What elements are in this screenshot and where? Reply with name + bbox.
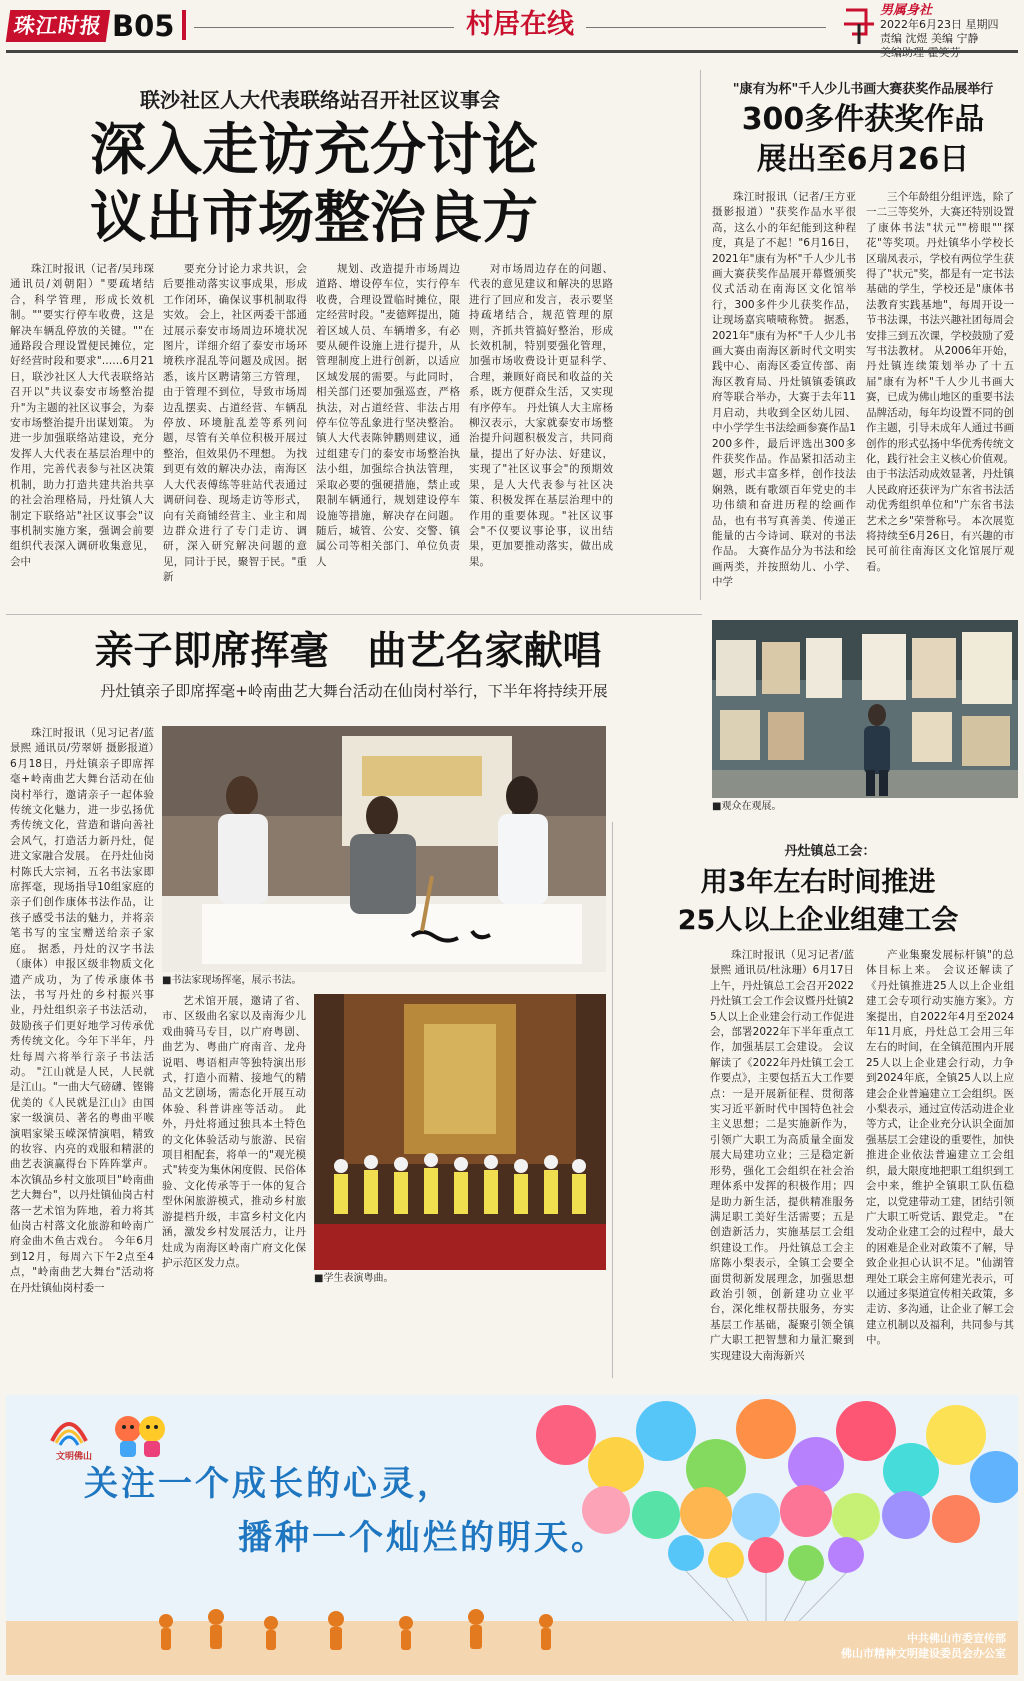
section-title: 村居在线 <box>466 9 574 40</box>
article4-headline-1: 用3年左右时间推进 <box>700 867 936 898</box>
performance-photo <box>314 994 606 1270</box>
article2-column-1: 珠江时报讯（记者/王方亚 摄影报道）"获奖作品水平很高，这么小的年纪能到这种程度，真是了不起！"6月16日，2021年"康有为杯"千人少儿书画大赛获奖作品展开幕暨颁奖仪式活动在南海区文化馆举行，300多件少儿获奖作品，让现场嘉宾啧啧称赞。 据悉，2021年"康有为杯"千人少儿书画大赛由南海区新时代文明实践中心、南海区委宣传部、南海区教育局、丹灶镇镇委镇政府等联合举办，大赛于去年11月启动，共收到全区幼儿园、中小学学生书法绘画参赛作品1200多件，最后评选出300多件获奖作品。作品紧扣活动主题，形式丰富多样，创作技法娴熟，既有歌颂百年党史的丰功伟绩和奋进历程的绘画作品，也有书写真善美、传递正能量的古今诗词、联对的书法作品。 大赛作品分为书法和绘画两类，并按照幼儿、小学、中学 <box>712 191 856 589</box>
article2-headline-1: 300多件获奖作品 <box>741 102 985 137</box>
calligraphy-photo <box>162 726 606 972</box>
column-divider <box>700 70 701 600</box>
editor-credits: 责编 沈煜 美编 宁静 <box>880 32 979 45</box>
performance-photo-caption: ■学生表演粤曲。 <box>314 1273 394 1284</box>
article4-divider <box>612 822 613 1378</box>
article1-headline-1: 深入走访充分讨论 <box>90 117 538 183</box>
article4-column-1: 珠江时报讯（见习记者/蓝景熙 通讯员/杜泳珊）6月17日上午，丹灶镇总工会召开2022丹灶镇工会工作会议暨丹灶镇25人以上企业建会行动工作促进会，部署2022年下半年重点工作，加强基层工会建设。 会议解读了《2022年丹灶镇工会工作要点》，主要包括五大工作要点：一是开展新征程、贯彻落实习近平新时代中国特色社会主义思想；二是实施新作为，引领广大职工为高质量全面发展大局建功立业；三是稳定新形势，强化工会组织在社会治理体系中发挥的积极作用；四是助力新生活，提供精准服务满足职工美好生活需要；五是创造新活力，实施基层工会组织建设工作。 丹灶镇总工会主席陈小梨表示，全镇工会要全面贯彻新发展理念，加强思想政治引领，创新建功立业平台，深化维权帮扶服务，夯实基层工作基础，凝聚引领全镇广大职工把智慧和力量汇聚到实现建设大南海新兴 <box>710 949 854 1362</box>
masthead-rule-left <box>194 27 454 28</box>
issue-date: 2022年6月23日 星期四 <box>880 18 999 31</box>
article1-kicker: 联沙社区人大代表联络站召开社区议事会 <box>140 88 500 112</box>
calligraphy-photo-caption: ■书法家现场挥毫，展示书法。 <box>162 975 302 986</box>
masthead-bottom-rule <box>6 50 1018 53</box>
page-number: B05 <box>112 9 175 43</box>
civilization-logo-text: 文明佛山 <box>55 1452 92 1462</box>
article1-column-1: 珠江时报讯（记者/吴玮琛 通讯员/刘朝阳）"要疏堵结合，科学管理，形成长效机制。""要实行停车收费，这是解决车辆乱停放的关键。""在通路段合理设置便民摊位，定好经营时段和要求"……6月21日，联沙社区人大代表联络站召开以"共议泰安市场整治提升"为主题的社区议事会，为泰安市场整治提升出谋划策。 为进一步加强联络站建设，充分发挥人大代表在基层治理中的作用，完善代表参与社区决策机制，助力打造共建共治共享的社会治理格局，丹灶镇人大制定下联络站"社区议事会"议事机制实施方案，强调会前要组织代表深入调研收集意见，会中 <box>10 263 154 568</box>
mascot-icon <box>110 1409 170 1461</box>
exhibition-photo-caption: ■观众在观展。 <box>712 801 782 812</box>
article2-column-2: 三个年龄组分组评选，除了一二三等奖外，大赛还特别设置了康体书法"状元""榜眼""探花"等奖项。丹灶镇华小学校长区瑞凤表示，学校有两位学生获得了"状元"奖，都是有一定书法基础的学生，学校还是"康体书法教育实践基地"，每周开设一节书法课，书法兴趣社团每周会安排三到五次课，学校鼓励了爱写书法教材。 从2006年开始，丹灶镇连续策划举办了十五届"康有为杯"千人少儿书画大赛，已成为佛山地区的重要书法品牌活动，每年均设置不同的创作主题，引导未成年人通过书画创作的形式弘扬中华优秀传统文化，践行社会主义核心价值观。由于书法活动成效显著，丹灶镇人民政府还获评为广东省书法活动优秀组织单位和"广东省书法艺术之乡"荣誉称号。 本次展览将持续至6月26日，有兴趣的市民可前往南海区文化馆展厅观看。 <box>866 191 1014 573</box>
article4-kicker: 丹灶镇总工会： <box>784 844 876 859</box>
article3-column-mid: 艺术馆开展，邀请了省、市、区级曲名家以及南海少儿戏曲骑马专目，以广府粤剧、曲艺为、粤曲广府南音、龙舟说唱、粤语相声等独特演出形式，打造小而精、接地气的精品文艺剧场，需态化开展互动体验、科普讲座等活动。 此外，丹灶将通过独具本土特色的文化体验活动与旅游、民宿项目相配套，将单一的"观光模式"转变为集休闲度假、民俗体验、文化传承等于一体的复合型休闲旅游模式，推动乡村旅游提档升级，丰富乡村文化内涵，激发乡村发展活力，让丹灶成为南海区岭南广府文化保护示范区发力点。 <box>162 995 306 1269</box>
article1-headline-2: 议出市场整治良方 <box>90 185 538 251</box>
exhibition-photo <box>712 620 1018 798</box>
article2-kicker: "康有为杯"千人少儿书画大赛获奖作品展举行 <box>732 82 994 97</box>
article3-subheadline: 丹灶镇亲子即席挥毫+岭南曲艺大舞台活动在仙岗村举行，下半年将持续开展 <box>100 682 608 700</box>
masthead-rule-right <box>586 27 826 28</box>
producer-name: 男属身社 <box>880 3 933 18</box>
article1-column-4: 对市场周边存在的问题、代表的意见建议和解决的思路进行了回应和发言，表示要坚持疏堵结合，规范管理的原则，齐抓共管搞好整治，形成长效机制，特别要强化管理，加强市场收费设计更显科学、合理，兼顾好商民和收益的关系，既方便群众生活，又实现有序停车。 丹灶镇人大主席杨柳汉表示，大家就泰安市场整治提升问题积极发言，共同商量，提出了好办法、好建议，实现了"社区议事会"的预期效果，是人大代表参与社区决策、积极发挥在基层治理中的作用的重要体现。"社区议事会"不仅要议事论事，议出结果，更加要推动落实，做出成果。 <box>469 263 613 568</box>
civilization-logo-icon <box>46 1413 92 1449</box>
banner-slogan-line-2: 播种一个灿烂的明天。 <box>238 1518 608 1558</box>
banner-sponsors <box>766 1631 1006 1661</box>
paper-logo: 珠江时报 <box>6 10 110 42</box>
banner-sponsor-1: 中共佛山市委宣传部 <box>907 1632 1006 1645</box>
article2-headline-2: 展出至6月26日 <box>756 142 970 177</box>
article4-column-2: 产业集聚发展标杆镇"的总体目标上来。 会议还解读了《丹灶镇推进25人以上企业组建工会专项行动实施方案》。方案提出，自2022年4月至2024年11月底，丹灶总工会用三年左右的时间，在全镇范围内开展25人以上企业建会行动，力争到2024年底，全镇25人以上应建会企业普遍建立工会组织。医小梨表示，通过宣传活动进企业等方式，让企业充分认识全面加强基层工会建设的重要性，加快推进企业依法普遍建立工会组织，最大限度地把职工组织到工会中来，维护全镇职工队伍稳定，以党建带动工建，团结引领广大职工听党话、跟党走。 "在发动企业建工会的过程中，最大的困难是企业对政策不了解，导致企业担心认识不足。"仙湖管理处工联会主席何建光表示，可以通过多渠道宣传相关政策，多走访、多沟通，让企业了解工会建立机制以及福利，共同参与其中。 <box>866 949 1014 1347</box>
article3-headline: 亲子即席挥毫 曲艺名家献唱 <box>94 628 602 674</box>
masthead-divider <box>182 10 186 40</box>
producer-emblem-icon <box>842 4 876 46</box>
article1-column-3: 规划、改造提升市场周边道路、增设停车位，实行停车收费，合理设置临时摊位，限定经营时段。"麦德辉提出，随着区域人员、车辆增多，有必要从硬件设施上进行提升，从管理制度上进行创新，以适应区域发展的需要。与此同时，相关部门还要加强巡查，严格执法，对占道经营、非法占用停车位等乱象进行坚决整治。 镇人大代表陈钟鹏则建议，通过组建专门的泰安市场整治执法小组，加强综合执法管理，采取必要的强硬措施，禁止或限制车辆通行，规划建设停车设施等措施，解决存在问题。 随后，城管、公安、交警、镇属公司等相关部门、单位负责人 <box>316 263 460 568</box>
article4-headline-2: 25人以上企业组建工会 <box>677 905 959 936</box>
article1-column-2: 要充分讨论力求共识，会后要推动落实议事成果，形成工作闭环，确保议事机制取得实效。 会上，社区两委干部通过展示泰安市场周边环境状况图片，详细介绍了泰安市场环境秩序混乱等问题及成因。据悉，该片区聘请第三方管理，由于管理不到位，导致市场周边乱摆卖、占道经营、车辆乱停放、环境脏乱差等系列问题，尽管有关单位积极开展过整治，但效果仍不理想。 为找到更有效的解决办法，南海区人大代表傅练等驻站代表通过调研问卷、现场走访等形式，向有关商铺经营主、业主和周边群众进行了专门走访、调研，深入研究解决问题的意见，同计于民，聚智于民。"重新 <box>163 263 307 584</box>
article3-column-left: 珠江时报讯（见习记者/蓝景熙 通讯员/劳翠妍 摄影报道）6月18日，丹灶镇亲子即席挥毫+岭南曲艺大舞台活动在仙岗村举行，邀请亲子一起体验传统文化魅力，进一步弘扬优秀传统文化，营造和谐向善社会风气，打造活力新丹灶，促进文家融合发展。 在丹灶仙岗村陈氏大宗祠，五名书法家即席挥毫，现场指导10组家庭的亲子们创作康体书法作品，让孩子感受书法的魅力，并将亲笔书写的宝宝赠送给亲子家庭。 据悉，丹灶的汉字书法（康体）申报区级非物质文化遗产成功，为了传承康体书法，书写丹灶的乡村振兴事业，丹灶组织亲子书法活动，鼓励孩子们更好地学习传承优秀传统文化。今年下半年，丹灶每周六将举行亲子书法活动。 "江山就是人民，人民就是江山。"一曲大气磅礴、铿锵优美的《人民就是江山》由国家一级演员、著名的粤曲平喉演唱家梁玉嵘深情演唱，精致的妆容、内亮的戏服和精湛的曲艺表演赢得台下阵阵掌声。 本次镇品乡村文旅项目"岭南曲艺大舞台"，以丹灶镇仙岗古村落一艺术馆为阵地，着力将其仙岗古村落文化旅游和岭南广府金曲木鱼古戏台。 今年6月到12月，每周六下午2点至4点，"岭南曲艺大舞台"活动将在丹灶镇仙岗村委一 <box>10 727 154 1294</box>
banner-sponsor-2: 佛山市精神文明建设委员会办公室 <box>841 1647 1006 1660</box>
public-service-banner <box>6 1395 1018 1675</box>
banner-slogan-line-1: 关注一个成长的心灵， <box>84 1464 454 1504</box>
assistant-credits <box>880 46 1020 60</box>
article3-top-rule <box>6 614 702 615</box>
